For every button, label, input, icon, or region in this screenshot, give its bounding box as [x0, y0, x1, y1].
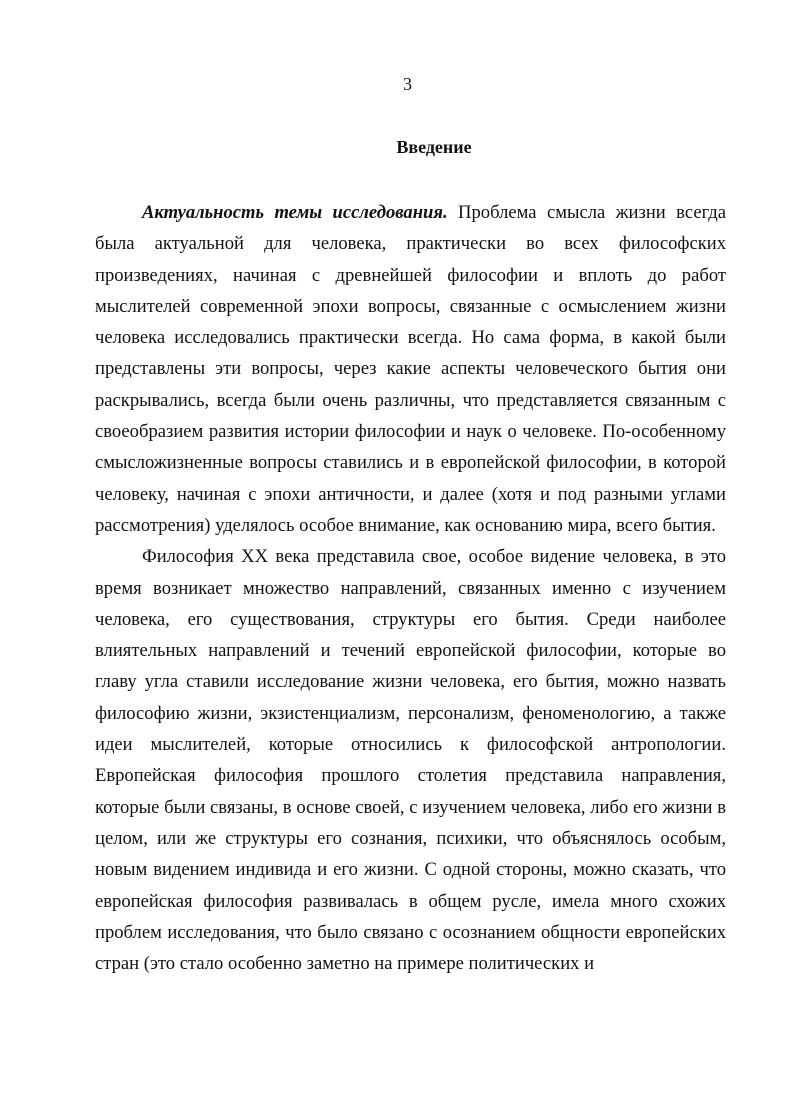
paragraph-2 [95, 541, 726, 979]
paragraph-2-text: Философия XX века представила свое, особое видение человека, в это время возникает множество направлений, связанных именно с изучением человека, его существования, структуры его бытия. Среди наиболее влиятельных направлений и течений европейской философии, которые во главу угла ставили исследование жизни человека, его бытия, можно назвать философию жизни, экзистенциализм, персонализм, феноменологию, а также идеи мыслителей, которые относились к философской антропологии. Европейская философия прошлого столетия представила направления, которые были связаны, в основе своей, с изучением человека, либо его жизни в целом, или же структуры его сознания, психики, что объяснялось особым, новым видением индивида и его жизни. С одной стороны, можно сказать, что европейская философия развивалась в общем русле, имела много схожих проблем исследования, что было связано с осознанием общности европейских стран (это стало особенно заметно на примере политических и [95, 546, 726, 975]
page-number: 3 [403, 74, 412, 94]
paragraph-1-lead: Актуальность темы исследования. [142, 202, 448, 223]
section-title: Введение [396, 137, 472, 157]
paragraph-1 [95, 197, 726, 541]
paragraph-1-text: Проблема смысла жизни всегда была актуальной для человека, практически во всех философских произведениях, начиная с древнейшей философии и вплоть до работ мыслителей современной эпохи вопросы, связанные с осмыслением жизни человека исследовались практически всегда. Но сама форма, в какой были представлены эти вопросы, через какие аспекты человеческого бытия они раскрывались, всегда были очень различны, что представляется связанным с своеобразием развития истории философии и наук о человеке. По-особенному смысложизненные вопросы ставились и в европейской философии, в которой человеку, начиная с эпохи античности, и далее (хотя и под разными углами рассмотрения) уделялось особое внимание, как основанию мира, всего бытия. [95, 202, 726, 536]
body-text [95, 197, 726, 979]
